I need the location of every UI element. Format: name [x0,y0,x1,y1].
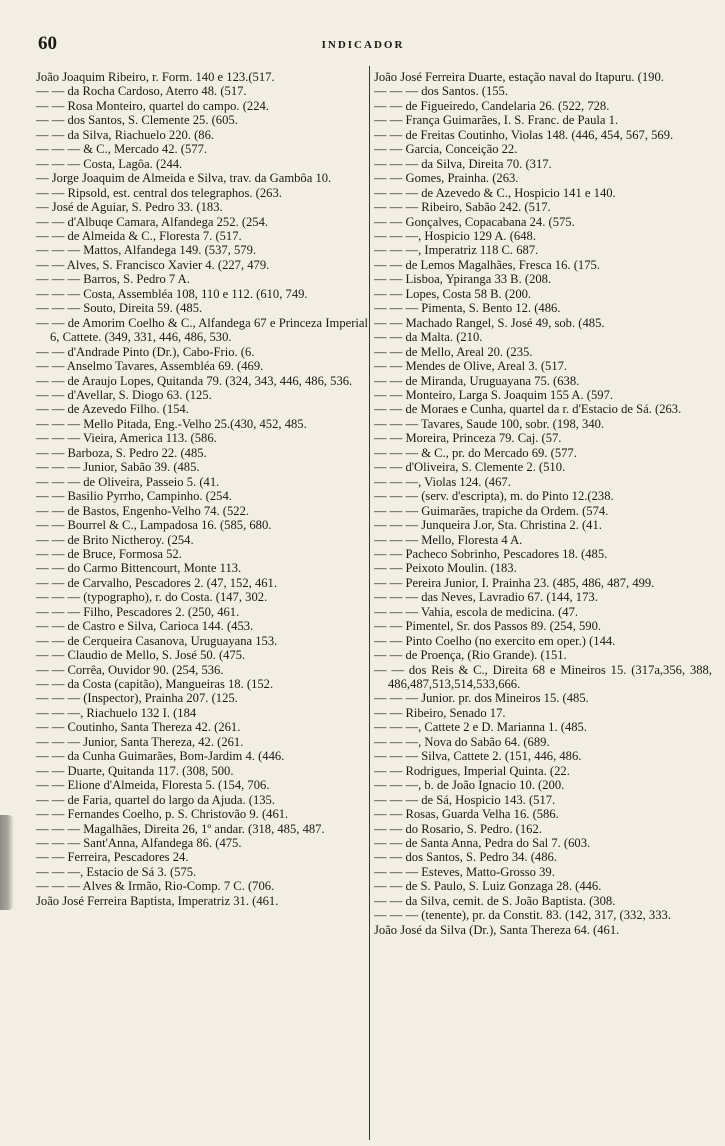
directory-entry: — — Rosa Monteiro, quartel do campo. (224. [36,98,269,113]
directory-entry: — — de Santa Anna, Pedra do Sal 7. (603. [374,836,591,851]
directory-entry: — — — Junior, Santa Thereza, 42. (261. [36,734,244,749]
directory-entry: — — — da Silva, Direita 70. (317. [374,156,552,171]
running-title: INDICADOR [321,39,405,51]
directory-entry: — — de Brito Nictheroy. (254. [36,532,194,547]
page-header [38,34,688,54]
directory-entry: — — — Pimenta, S. Bento 12. (486. [374,301,561,316]
directory-entry: — — —, Estacio de Sá 3. (575. [36,864,197,879]
directory-entry: — — Elione d'Almeida, Floresta 5. (154, 706. [36,778,270,793]
directory-entry: — — Claudio de Mello, S. José 50. (475. [36,648,246,663]
directory-entry: — — — Vahia, escola de medicina. (47. [374,604,579,619]
directory-entry: — — Ripsold, est. central dos telegraphos. (263. [36,185,282,200]
directory-entry: — — de Amorim Coelho & C., Alfandega 67 e Princeza Imperial 6, Cattete. (349, 331, 446, 486, 530. [36,315,368,345]
directory-entry: — — — (serv. d'escripta), m. do Pinto 12.(238. [374,489,614,504]
directory-entry: — — de Castro e Silva, Carioca 144. (453. [36,619,254,634]
directory-entry: — — — & C., Mercado 42. (577. [36,142,208,157]
directory-entry: — — — Esteves, Matto-Grosso 39. [374,864,555,879]
directory-entry: — — Barboza, S. Pedro 22. (485. [36,445,207,460]
directory-entry: — — — Souto, Direita 59. (485. [36,301,203,316]
directory-entry: — — — Silva, Cattete 2. (151, 446, 486. [374,749,582,764]
directory-entry: — — — de Sá, Hospicio 143. (517. [374,792,556,807]
directory-entry: — — Pinto Coelho (no exercito em oper.) (144. [374,633,616,648]
directory-entry: — José de Aguiar, S. Pedro 33. (183. [36,200,223,215]
directory-entry: — — — das Neves, Lavradio 67. (144, 173. [374,590,598,605]
directory-entry: — — — Mattos, Alfandega 149. (537, 579. [36,243,257,258]
directory-entry: — — da Malta. (210. [374,330,483,345]
directory-entry: — — Basilio Pyrrho, Campinho. (254. [36,489,232,504]
directory-entry: — — Rosas, Guarda Velha 16. (586. [374,807,559,822]
directory-entry: — — Fernandes Coelho, p. S. Christovão 9. (461. [36,807,289,822]
directory-entry: — — Pimentel, Sr. dos Passos 89. (254, 590. [374,619,602,634]
directory-entry: — — Peixoto Moulin. (183. [374,561,517,576]
directory-entry: — — — Costa, Assembléa 108, 110 e 112. (610, 749. [36,286,308,301]
directory-entry: — — Lopes, Costa 58 B. (200. [374,286,532,301]
directory-entry: — — — Filho, Pescadores 2. (250, 461. [36,604,240,619]
directory-entry: — — —, Hospicio 129 A. (648. [374,228,536,243]
directory-entry: — — — dos Santos. (155. [374,84,508,99]
directory-entry: — — Monteiro, Larga S. Joaquim 155 A. (597. [374,387,614,402]
directory-entry: — — de Bastos, Engenho-Velho 74. (522. [36,503,250,518]
directory-entry: — — — Barros, S. Pedro 7 A. [36,272,190,287]
directory-entry: — — de Araujo Lopes, Quitanda 79. (324, 343, 446, 486, 536. [36,373,353,388]
directory-entry: — — de Proença, (Rio Grande). (151. [374,648,567,663]
directory-entry: — — — Mello, Floresta 4 A. [374,532,523,547]
directory-entry: — — d'Albuqe Camara, Alfandega 252. (254. [36,214,269,229]
directory-entry: — — de Cerqueira Casanova, Uruguayana 153. [36,633,278,648]
directory-entry: — — — Junior, Sabão 39. (485. [36,460,200,475]
directory-entry: João José da Silva (Dr.), Santa Thereza 64. (461. [374,922,620,937]
directory-entry: — — — (Inspector), Prainha 207. (125. [36,691,238,706]
directory-entry: — — Ribeiro, Senado 17. [374,705,506,720]
directory-entry: — — de Figueiredo, Candelaria 26. (522, 728. [374,98,610,113]
directory-entry: — — — Tavares, Saude 100, sobr. (198, 340. [374,416,605,431]
directory-entry: — — da Silva, Riachuelo 220. (86. [36,127,215,142]
directory-entry: — — da Cunha Guimarães, Bom-Jardim 4. (446. [36,749,285,764]
directory-entry: — — de S. Paulo, S. Luiz Gonzaga 28. (446. [374,879,602,894]
directory-entry: — — da Silva, cemit. de S. João Baptista. (308. [374,893,616,908]
directory-entry: — — de Mello, Areal 20. (235. [374,344,533,359]
directory-entry: — — Rodrigues, Imperial Quinta. (22. [374,763,570,778]
directory-entry: — — —, Cattete 2 e D. Marianna 1. (485. [374,720,587,735]
directory-entry: — — — Sant'Anna, Alfandega 86. (475. [36,836,242,851]
right-column [374,70,712,1138]
directory-entry: — — — de Azevedo & C., Hospicio 141 e 140. [374,185,616,200]
directory-entry: — — França Guimarães, I. S. Franc. de Paula 1. [374,113,619,128]
directory-entry: — — — Junqueira J.or, Sta. Christina 2. (41. [374,518,602,533]
directory-entry: — — — (typographo), r. do Costa. (147, 302. [36,590,268,605]
directory-entry: — — — Alves & Irmão, Rio-Comp. 7 C. (706. [36,879,275,894]
directory-entry: — — dos Santos, S. Pedro 34. (486. [374,850,557,865]
directory-entry: — — de Freitas Coutinho, Violas 148. (446, 454, 567, 569. [374,127,674,142]
directory-entry: João José Ferreira Baptista, Imperatriz 31. (461. [36,893,279,908]
directory-entry: — — Gomes, Prainha. (263. [374,171,519,186]
directory-entry: — — — Guimarães, trapiche da Ordem. (574. [374,503,609,518]
directory-entry: — — dos Reis & C., Direita 68 e Mineiros 15. (317a,356, 388, 486,487,513,514,533,666. [374,662,712,692]
directory-entry: — — de Lemos Magalhães, Fresca 16. (175. [374,257,600,272]
directory-entry: — — de Azevedo Filho. (154. [36,402,189,417]
directory-entry: — — Ferreira, Pescadores 24. [36,850,189,865]
directory-entry: — — —, Imperatriz 118 C. 687. [374,243,539,258]
directory-entry: — — dos Santos, S. Clemente 25. (605. [36,113,238,128]
page-number: 60 [38,33,57,54]
directory-entry: João Joaquim Ribeiro, r. Form. 140 e 123.(517. [36,70,275,84]
directory-entry: — — da Rocha Cardoso, Aterro 48. (517. [36,84,247,99]
directory-entry: — — d'Oliveira, S. Clemente 2. (510. [374,460,566,475]
directory-entry: — — — Ribeiro, Sabão 242. (517. [374,200,551,215]
directory-entry: — — — & C., pr. do Mercado 69. (577. [374,445,577,460]
directory-entry: — — Pacheco Sobrinho, Pescadores 18. (485. [374,546,608,561]
directory-entry: — — — Costa, Lagôa. (244. [36,156,183,171]
directory-entry: — — do Carmo Bittencourt, Monte 113. [36,561,242,576]
directory-entry: — — —, Nova do Sabão 64. (689. [374,734,550,749]
directory-entry: — — Machado Rangel, S. José 49, sob. (485. [374,315,605,330]
directory-entry: — — da Costa (capitão), Mangueiras 18. (152. [36,677,274,692]
directory-entry: — — — Junior. pr. dos Mineiros 15. (485. [374,691,589,706]
directory-entry: — — Pereira Junior, I. Prainha 23. (485, 486, 487, 499. [374,575,655,590]
directory-entry: — — Mendes de Olive, Areal 3. (517. [374,359,568,374]
directory-entry: — — — Mello Pitada, Eng.-Velho 25.(430, 452, 485. [36,416,307,431]
directory-entry: — — —, Violas 124. (467. [374,474,511,489]
directory-entry: — — d'Andrade Pinto (Dr.), Cabo-Frio. (6. [36,344,255,359]
directory-entry: — — de Faria, quartel do largo da Ajuda. (135. [36,792,275,807]
directory-entry: — — do Rosario, S. Pedro. (162. [374,821,542,836]
directory-entry: — — de Almeida & C., Floresta 7. (517. [36,228,242,243]
directory-entry: — — Alves, S. Francisco Xavier 4. (227, 479. [36,257,270,272]
column-divider [369,66,370,1140]
directory-entry: — — Bourrel & C., Lampadosa 16. (585, 680. [36,518,272,533]
directory-entry: — — Moreira, Princeza 79. Caj. (57. [374,431,562,446]
directory-entry: — — de Bruce, Formosa 52. [36,546,182,561]
directory-entry: — Jorge Joaquim de Almeida e Silva, trav. da Gambôa 10. [36,171,332,186]
directory-entry: — — d'Avellar, S. Diogo 63. (125. [36,387,212,402]
directory-entry: — — Gonçalves, Copacabana 24. (575. [374,214,575,229]
directory-entry: — — Garcia, Conceição 22. [374,142,518,157]
left-column [36,70,368,1138]
page-edge-stain [0,815,14,910]
directory-entry: — — Duarte, Quitanda 117. (308, 500. [36,763,234,778]
directory-entry: — — — de Oliveira, Passeio 5. (41. [36,474,220,489]
directory-entry: — — de Carvalho, Pescadores 2. (47, 152, 461. [36,575,277,590]
directory-entry: — — —, Riachuelo 132 I. (184 [36,705,197,720]
directory-entry: — — Coutinho, Santa Thereza 42. (261. [36,720,241,735]
directory-entry: — — — (tenente), pr. da Constit. 83. (142, 317, (332, 333. [374,908,671,923]
directory-entry: — — de Moraes e Cunha, quartel da r. d'Estacio de Sá. (263. [374,402,682,417]
directory-entry: — — — Vieira, America 113. (586. [36,431,217,446]
directory-entry: — — — Magalhães, Direita 26, 1º andar. (318, 485, 487. [36,821,325,836]
directory-entry: — — Anselmo Tavares, Assembléa 69. (469. [36,359,264,374]
directory-entry: — — de Miranda, Uruguayana 75. (638. [374,373,580,388]
directory-entry: — — Corrêa, Ouvidor 90. (254, 536. [36,662,224,677]
directory-entry: João José Ferreira Duarte, estação naval do Itapuru. (190. [374,70,664,84]
directory-entry: — — —, b. de João Ignacio 10. (200. [374,778,565,793]
directory-entry: — — Lisboa, Ypiranga 33 B. (208. [374,272,552,287]
